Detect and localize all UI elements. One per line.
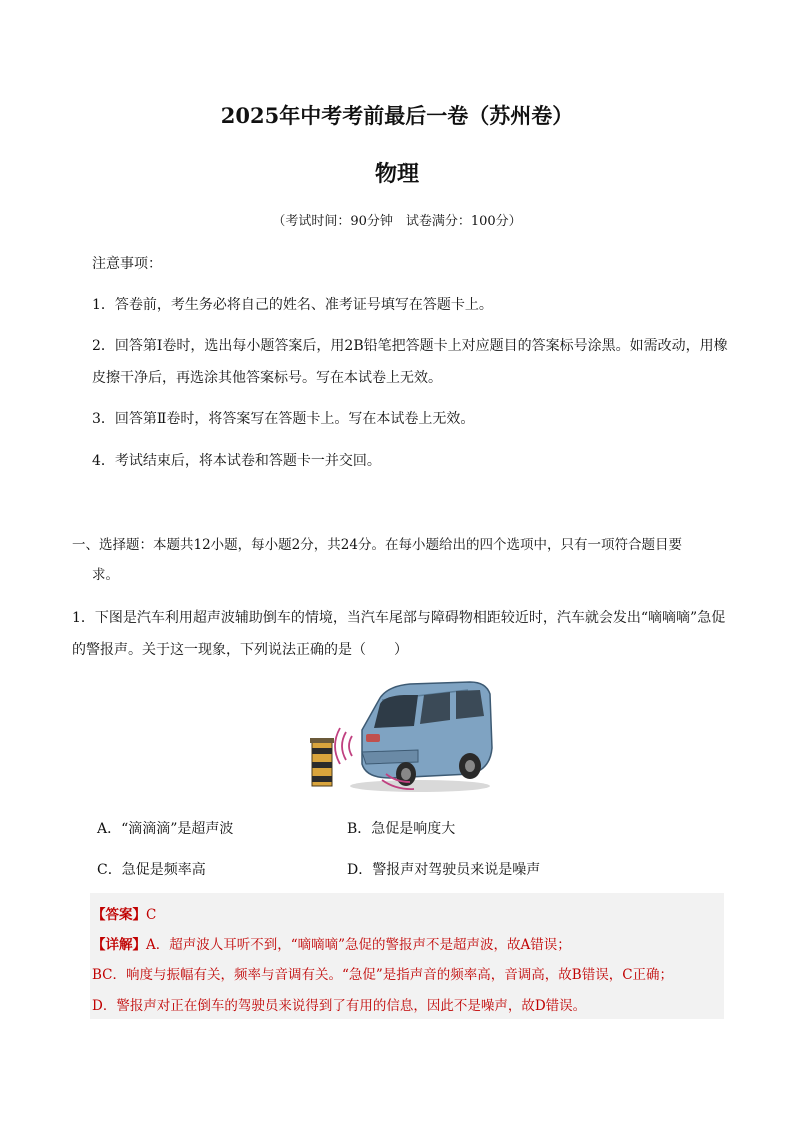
question-1-line-2: 的警报声。关于这一现象，下列说法正确的是（ ）	[72, 642, 408, 658]
subject-title: 物理	[374, 161, 419, 187]
note-item-2: 2．回答第Ⅰ卷时，选出每小题答案后，用2B铅笔把答题卡上对应题目的答案标号涂黑。如需改动，用橡皮擦干净后，再选涂其他答案标号。写在本试卷上无效。	[92, 338, 728, 386]
question-1-line-1: 1．下图是汽车利用超声波辅助倒车的情境，当汽车尾部与障碍物相距较近时，汽车就会发出“嘀嘀嘀”急促	[72, 610, 726, 626]
section-heading-line-2: 求。	[92, 567, 119, 583]
notes-heading: 注意事项：	[92, 256, 162, 272]
detail-row-1	[92, 933, 571, 953]
answer-label: 【答案】	[92, 907, 146, 923]
exam-meta: （考试时间：90分钟 试卷满分：100分）	[272, 214, 522, 229]
car-reversing-illustration	[300, 678, 495, 796]
exam-title: 2025年中考考前最后一卷（苏州卷）	[220, 103, 574, 128]
detail-line-3: D．警报声对正在倒车的驾驶员来说得到了有用的信息，因此不是噪声，故D错误。	[92, 998, 587, 1014]
section-heading	[72, 530, 732, 590]
option-c: C．急促是频率高	[97, 862, 206, 878]
note-item-4: 4．考试结束后，将本试卷和答题卡一并交回。	[92, 453, 381, 469]
detail-line-2: BC．响度与振幅有关，频率与音调有关。“急促”是指声音的频率高，音调高，故B错误，C正确；	[92, 967, 674, 983]
question-1	[72, 602, 732, 666]
note-item-3: 3．回答第Ⅱ卷时，将答案写在答题卡上。写在本试卷上无效。	[92, 411, 475, 427]
answer-value: C	[146, 907, 157, 923]
section-heading-line-1: 一、选择题：本题共12小题，每小题2分，共24分。在每小题给出的四个选项中，只有一项符合题目要	[72, 537, 682, 553]
detail-line-1: A．超声波人耳听不到，“嘀嘀嘀”急促的警报声不是超声波，故A错误；	[146, 937, 571, 953]
answer-row	[92, 903, 156, 923]
detail-label: 【详解】	[92, 937, 146, 953]
option-a: A．“滴滴滴”是超声波	[97, 821, 234, 837]
note-item-1: 1．答卷前，考生务必将自己的姓名、准考证号填写在答题卡上。	[92, 297, 493, 313]
option-d: D．警报声对驾驶员来说是噪声	[347, 862, 541, 878]
option-b: B．急促是响度大	[347, 821, 456, 837]
